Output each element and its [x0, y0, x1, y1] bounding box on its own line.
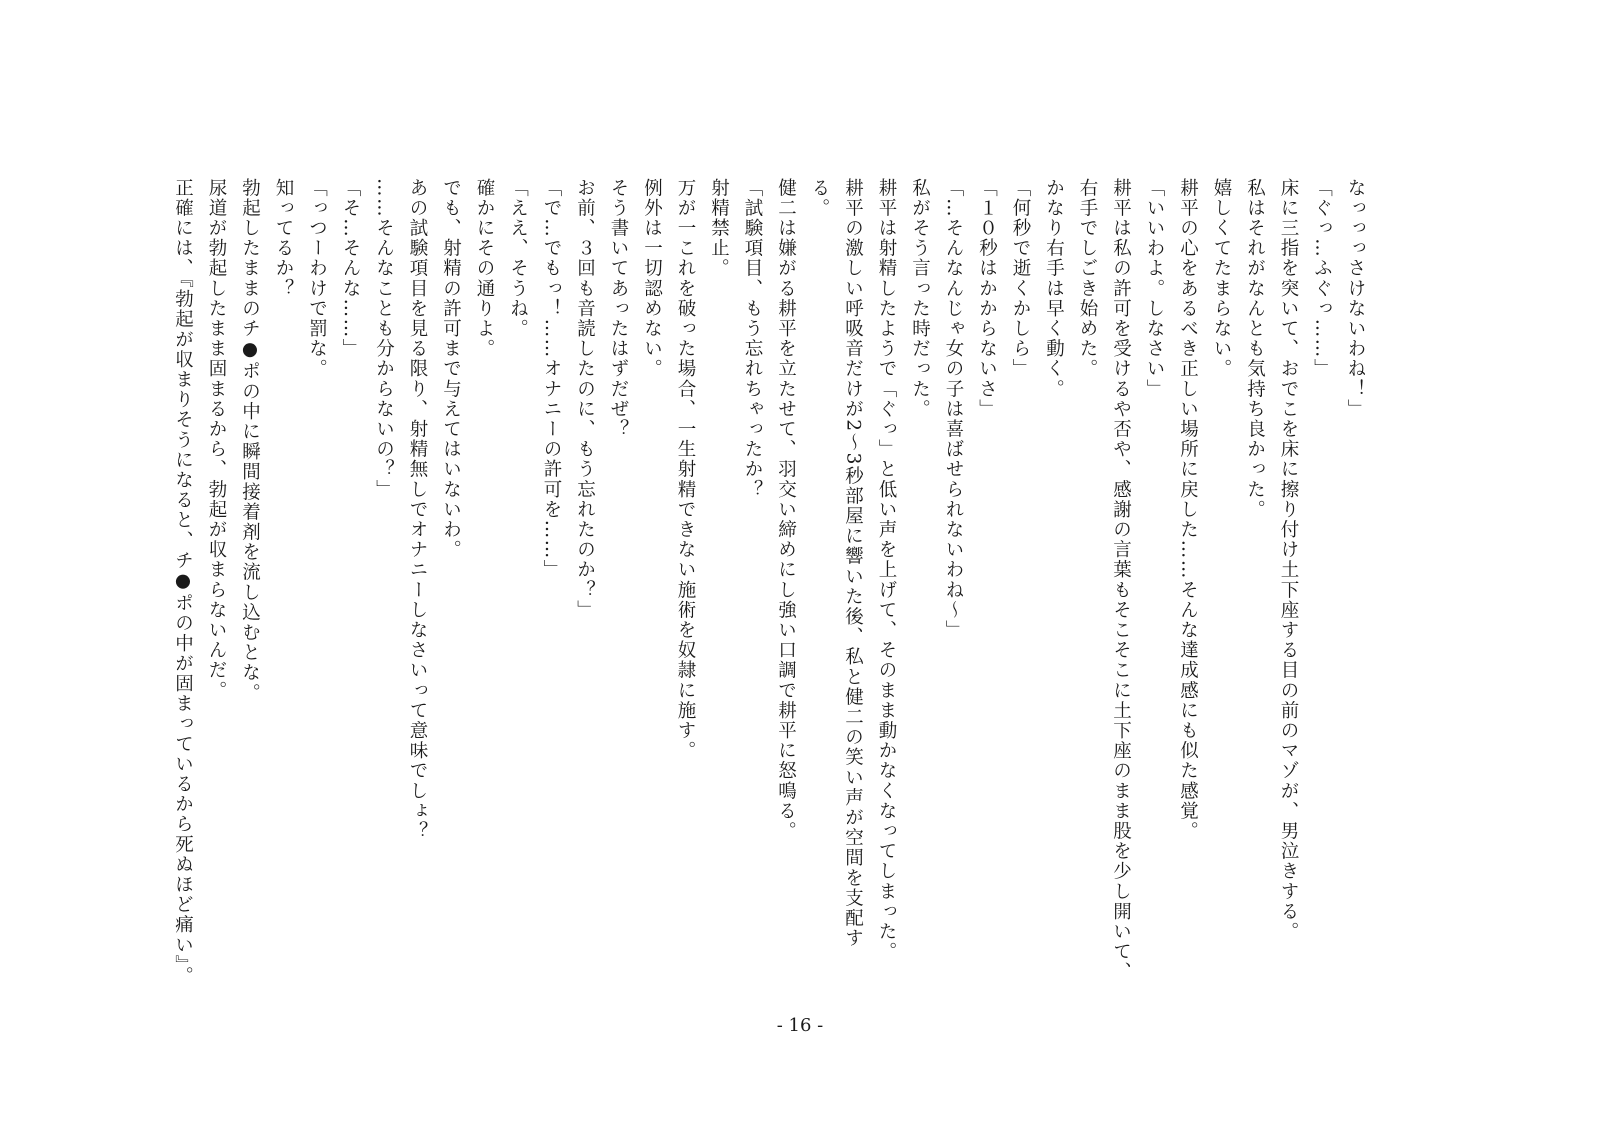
text-line: 「っつーわけで罰な。: [306, 178, 328, 379]
text-line: あの試験項目を見る限り、射精無しでオナニーしなさいって意味でしょ？: [407, 178, 428, 842]
text-line: 「ええ、そうね。: [507, 178, 529, 339]
text-line: 健二は嫌がる耕平を立たせて、羽交い締めにし強い口調で耕平に怒鳴る。: [775, 178, 797, 842]
text-line: 右手でしごき始めた。: [1077, 178, 1098, 379]
text-line: ……そんなことも分からないの？」: [373, 178, 395, 500]
text-line: かなり右手は早く動く。: [1043, 178, 1065, 400]
text-line: 耕平の心をあるべき正しい場所に戻した……そんな達成感にも似た感覚。: [1177, 178, 1199, 842]
text-line: 例外は一切認めない。: [641, 178, 663, 379]
text-line: 嬉しくてたまらない。: [1211, 178, 1232, 379]
text-line: 「ぐっ…ふぐっ……」: [1311, 178, 1333, 379]
text-line: 万が一これを破った場合、一生射精できない施術を奴隷に施す。: [675, 178, 696, 761]
text-line: 「１０秒はかからないさ」: [976, 178, 998, 420]
text-line: 射精禁止。: [708, 178, 730, 279]
text-line: 正確には、『勃起が収まりそうになると、チ●ポの中が固まっているから死ぬほど痛い』。: [172, 178, 194, 987]
text-line: なっっっさけないわね！」: [1345, 178, 1366, 420]
text-line: 「…そんなんじゃ女の子は喜ばせられないわね～」: [943, 178, 964, 641]
text-line: 「いいわよ。しなさい」: [1144, 178, 1165, 400]
vertical-text-body: [166, 178, 1372, 987]
text-line: 確かにその通りよ。: [474, 178, 495, 359]
text-line: 床に三指を突いて、おでこを床に擦り付け土下座する目の前のマゾが、男泣きする。: [1278, 178, 1299, 942]
text-line: る。: [809, 178, 830, 219]
text-line: 「何秒で逝くかしら」: [1010, 178, 1031, 379]
text-line: 耕平は射精したようで「ぐっ」と低い声を上げて、そのまま動かなくなってしまった。: [876, 178, 897, 962]
text-line: でも、射精の許可まで与えてはいないわ。: [440, 178, 462, 560]
text-line: 知ってるか？: [273, 178, 294, 299]
text-line: そう書いてあったはずだぜ？: [608, 178, 629, 440]
text-line: 耕平の激しい呼吸音だけが2～3秒部屋に響いた後、私と健二の笑い声が空間を支配す: [842, 178, 864, 949]
text-line: 耕平は私の許可を受けるや否や、感謝の言葉もそこそこに土下座のまま股を少し開いて、: [1110, 178, 1132, 982]
text-line: 「そ…そんな……」: [340, 178, 361, 359]
text-line: 尿道が勃起したまま固まるから、勃起が収まらないんだ。: [206, 178, 227, 701]
text-line: 「で…でもっ！……オナニーの許可を……」: [541, 178, 562, 580]
text-line: 勃起したままのチ●ポの中に瞬間接着剤を流し込むとな。: [239, 178, 261, 704]
page-number: - 16 -: [776, 1015, 824, 1036]
text-line: 私がそう言った時だった。: [909, 178, 931, 420]
text-line: お前、３回も音読したのに、もう忘れたのか？」: [574, 178, 596, 621]
text-line: 私はそれがなんとも気持ち良かった。: [1244, 178, 1266, 520]
text-line: 「試験項目、もう忘れちゃったか？: [742, 178, 763, 500]
